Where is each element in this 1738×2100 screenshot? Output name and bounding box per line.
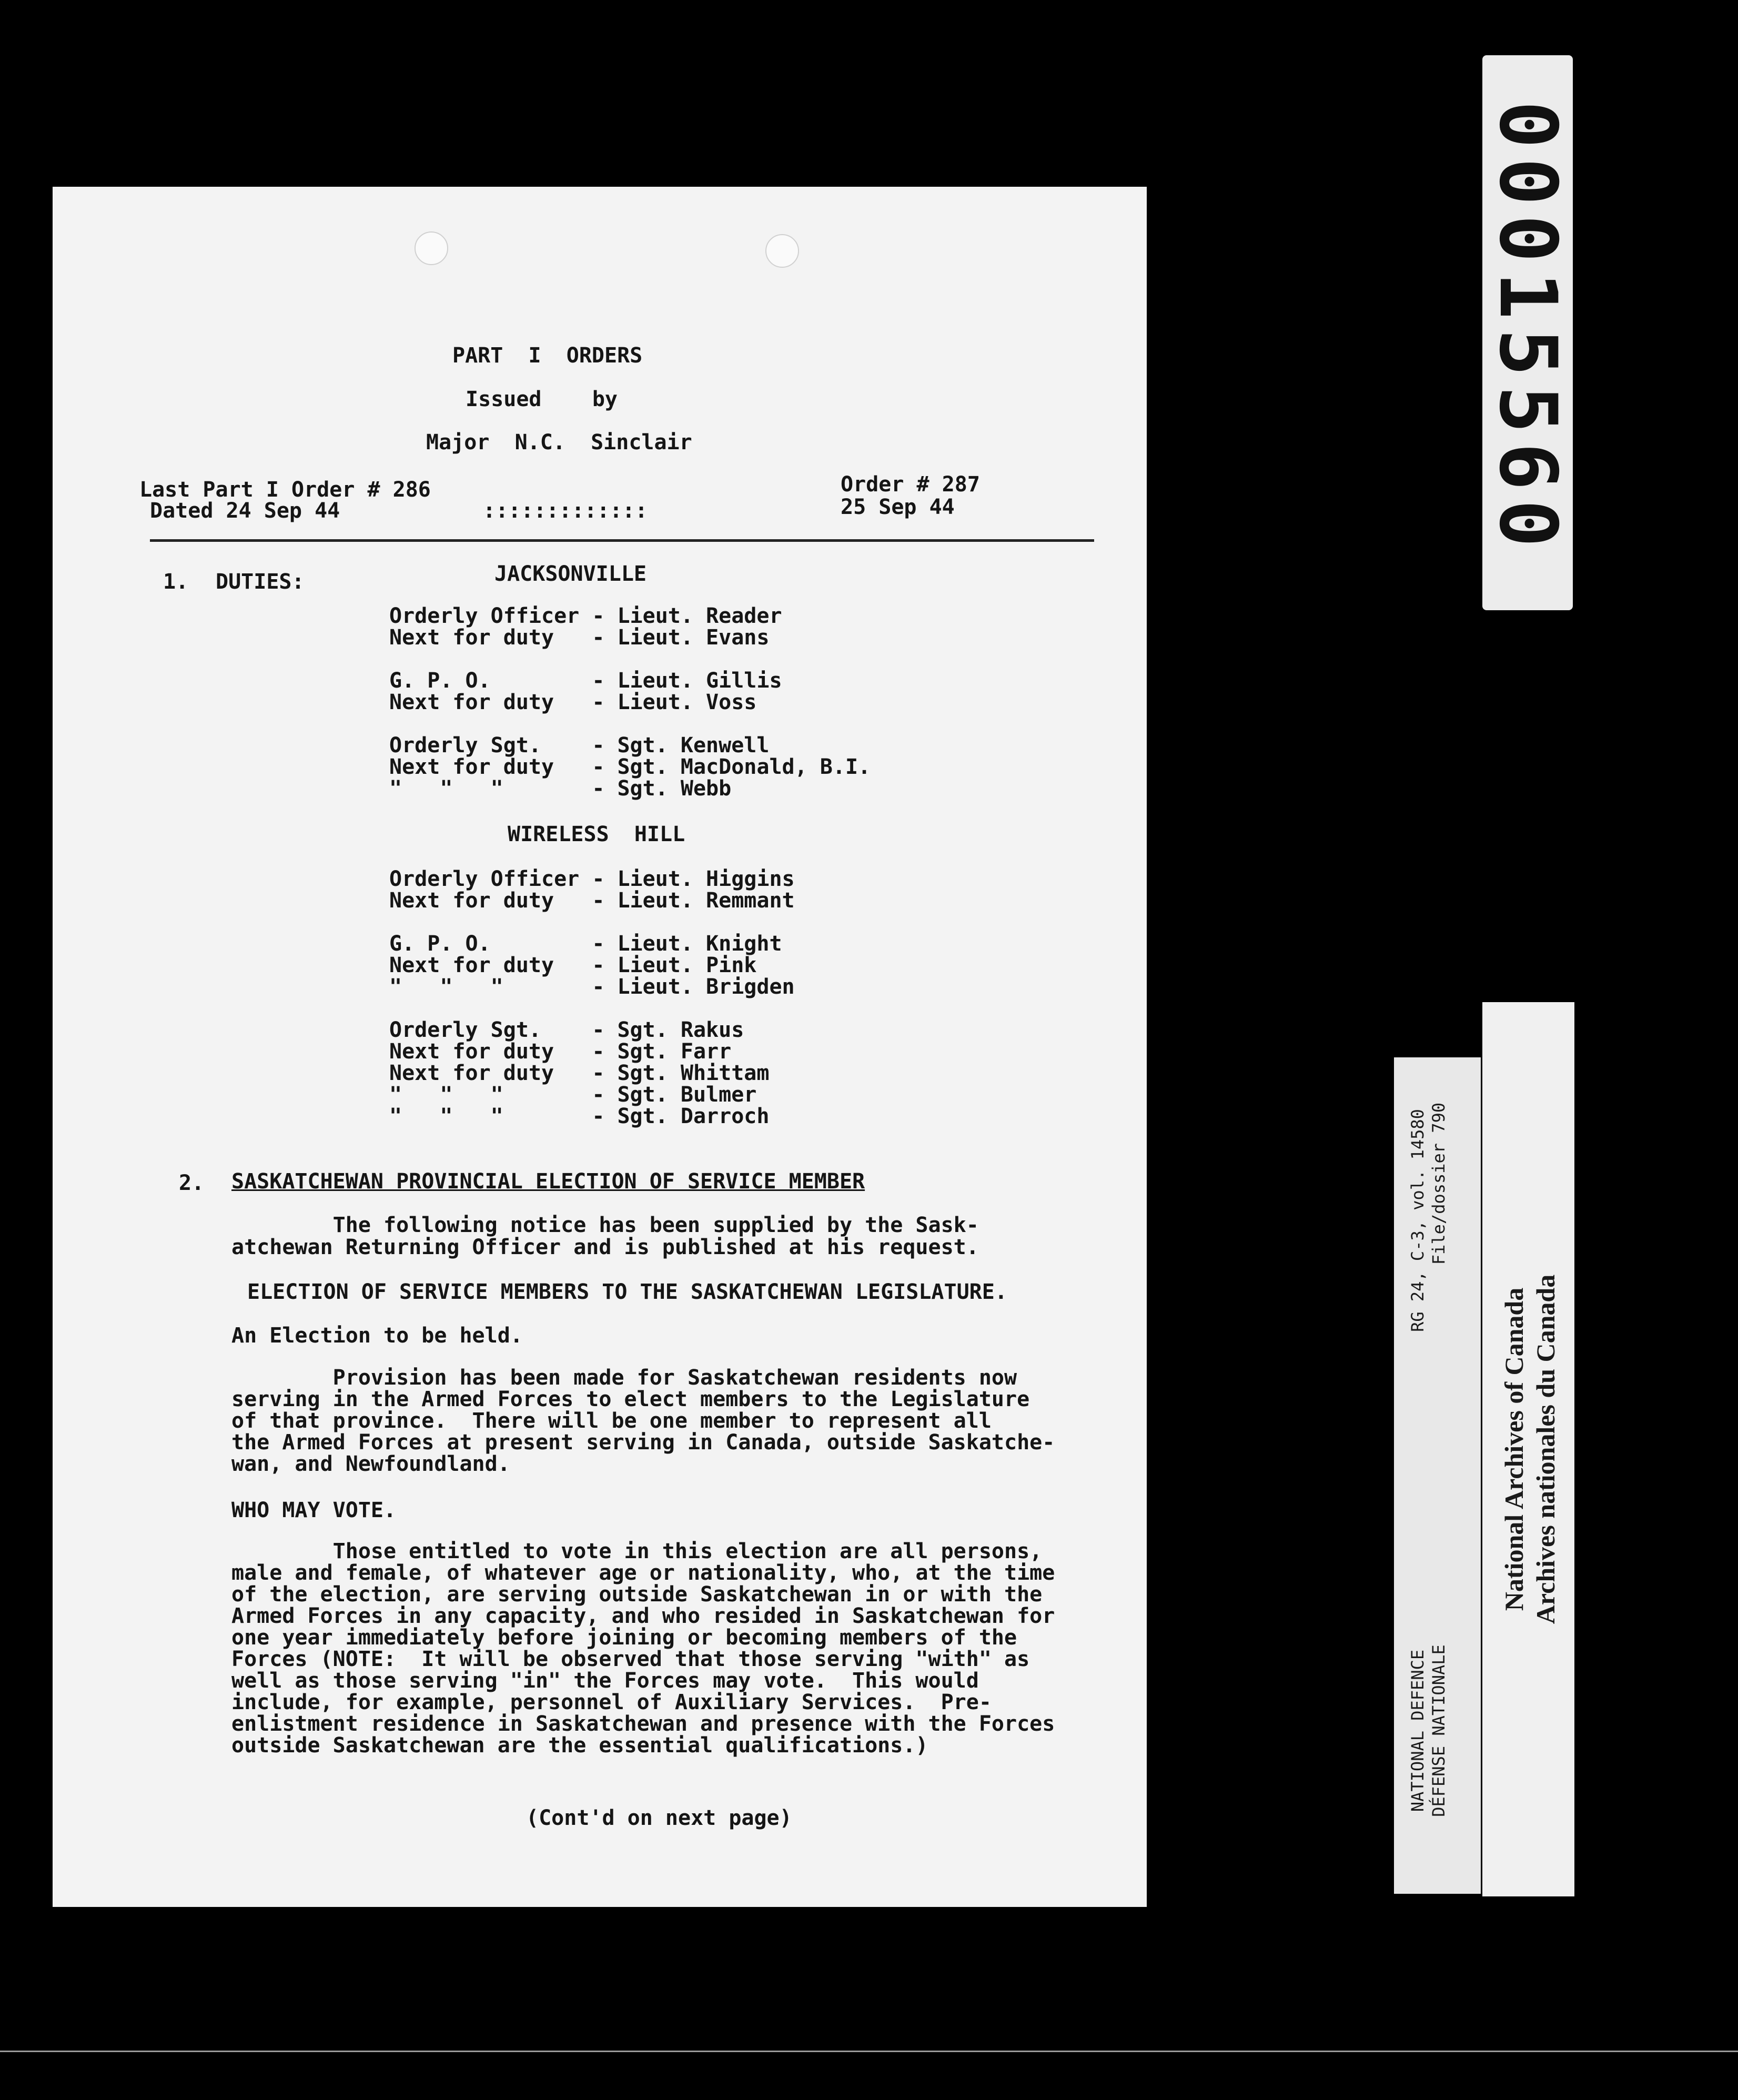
text-line: " " " - Sgt. Bulmer (389, 1083, 757, 1107)
election-line: An Election to be held. (231, 1324, 523, 1348)
last-order: Last Part I Order # 286 (139, 478, 431, 502)
text-line: Next for duty - Lieut. Remmant (389, 889, 795, 913)
text-line: " " " - Sgt. Darroch (389, 1104, 770, 1128)
text-line: of that province. There will be one member to represent all (231, 1409, 992, 1433)
section-heading: DUTIES: (216, 570, 305, 594)
defence-fr: DÉFENSE NATIONALE (1429, 1644, 1449, 1817)
divider (0, 2051, 1738, 2052)
text-line: Next for duty - Lieut. Evans (389, 625, 770, 650)
text-line: Those entitled to vote in this election are all persons, (231, 1539, 1043, 1563)
text-line: well as those serving "in" the Forces may vote. This would (231, 1669, 979, 1693)
issued-by: Issued by (466, 387, 618, 411)
last-dated: Dated 24 Sep 44 (150, 499, 340, 523)
text-line: Armed Forces in any capacity, and who resided in Saskatchewan for (231, 1604, 1055, 1628)
issuer: Major N.C. Sinclair (426, 430, 692, 455)
text-line: wan, and Newfoundland. (231, 1452, 510, 1476)
text-line: Orderly Sgt. - Sgt. Rakus (389, 1018, 744, 1042)
text-line: atchewan Returning Officer and is published at his request. (231, 1235, 979, 1259)
punch-hole (415, 231, 448, 265)
punch-hole (765, 234, 799, 268)
text-line: G. P. O. - Lieut. Gillis (389, 669, 782, 693)
text-line: Orderly Sgt. - Sgt. Kenwell (389, 733, 770, 758)
text-line: Provision has been made for Saskatchewan residents now (231, 1366, 1017, 1390)
text-line: enlistment residence in Saskatchewan and presence with the Forces (231, 1712, 1055, 1736)
text-line: the Armed Forces at present serving in Canada, outside Saskatche- (231, 1430, 1055, 1455)
who-may-vote-heading: WHO MAY VOTE. (231, 1498, 397, 1522)
text-line: Next for duty - Sgt. Whittam (389, 1061, 770, 1085)
frame-number-plate (1482, 55, 1573, 610)
text-line: male and female, of whatever age or nationality, who, at the time (231, 1561, 1055, 1585)
text-line: The following notice has been supplied by the Sask- (231, 1213, 979, 1237)
section-number: 1. (163, 570, 189, 594)
archives-fr: Archives nationales du Canada (1531, 1274, 1560, 1624)
text-line: one year immediately before joining or becoming members of the (231, 1626, 1017, 1650)
text-line: Next for duty - Lieut. Pink (389, 953, 757, 977)
colon-separator: ::::::::::::: (483, 499, 648, 523)
archives-en: National Archives of Canada (1499, 1287, 1529, 1611)
text-line: include, for example, personnel of Auxiliary Services. Pre- (231, 1690, 992, 1714)
text-line: " " " - Lieut. Brigden (389, 975, 795, 999)
text-line: Forces (NOTE: It will be observed that those serving "with" as (231, 1647, 1030, 1671)
location-heading: WIRELESS HILL (508, 822, 685, 846)
text-line: " " " - Sgt. Webb (389, 776, 732, 801)
continued-note: (Cont'd on next page) (526, 1806, 792, 1830)
document-title: PART I ORDERS (452, 344, 643, 368)
text-line: Orderly Officer - Lieut. Higgins (389, 867, 795, 891)
defence-en: NATIONAL DEFENCE (1408, 1649, 1428, 1812)
header-rule (150, 539, 1094, 542)
text-line: serving in the Armed Forces to elect members to the Legislature (231, 1387, 1030, 1411)
section-heading: SASKATCHEWAN PROVINCIAL ELECTION OF SERVICE MEMBER (231, 1169, 865, 1194)
archive-reference-label (1394, 1057, 1481, 1894)
text-line: outside Saskatchewan are the essential qualifications.) (231, 1733, 928, 1758)
text-line: of the election, are serving outside Saskatchewan in or with the (231, 1582, 1043, 1607)
text-line: Orderly Officer - Lieut. Reader (389, 604, 782, 628)
location-heading: JACKSONVILLE (494, 562, 646, 586)
text-line: Next for duty - Sgt. MacDonald, B.I. (389, 755, 871, 779)
text-line: Next for duty - Lieut. Voss (389, 690, 757, 714)
file-reference: File/dossier 790 (1429, 1102, 1449, 1265)
text-line: Next for duty - Sgt. Farr (389, 1039, 732, 1064)
notice-subheading: ELECTION OF SERVICE MEMBERS TO THE SASKATCHEWAN LEGISLATURE. (247, 1280, 1007, 1304)
text-line: G. P. O. - Lieut. Knight (389, 932, 782, 956)
section-number: 2. (179, 1171, 205, 1195)
order-date: 25 Sep 44 (841, 495, 955, 519)
archives-label (1482, 1002, 1574, 1896)
rg-reference: RG 24, C-3, vol. 14580 (1408, 1109, 1428, 1332)
order-number: Order # 287 (841, 472, 980, 497)
frame-number: 00015560 (1482, 100, 1573, 557)
